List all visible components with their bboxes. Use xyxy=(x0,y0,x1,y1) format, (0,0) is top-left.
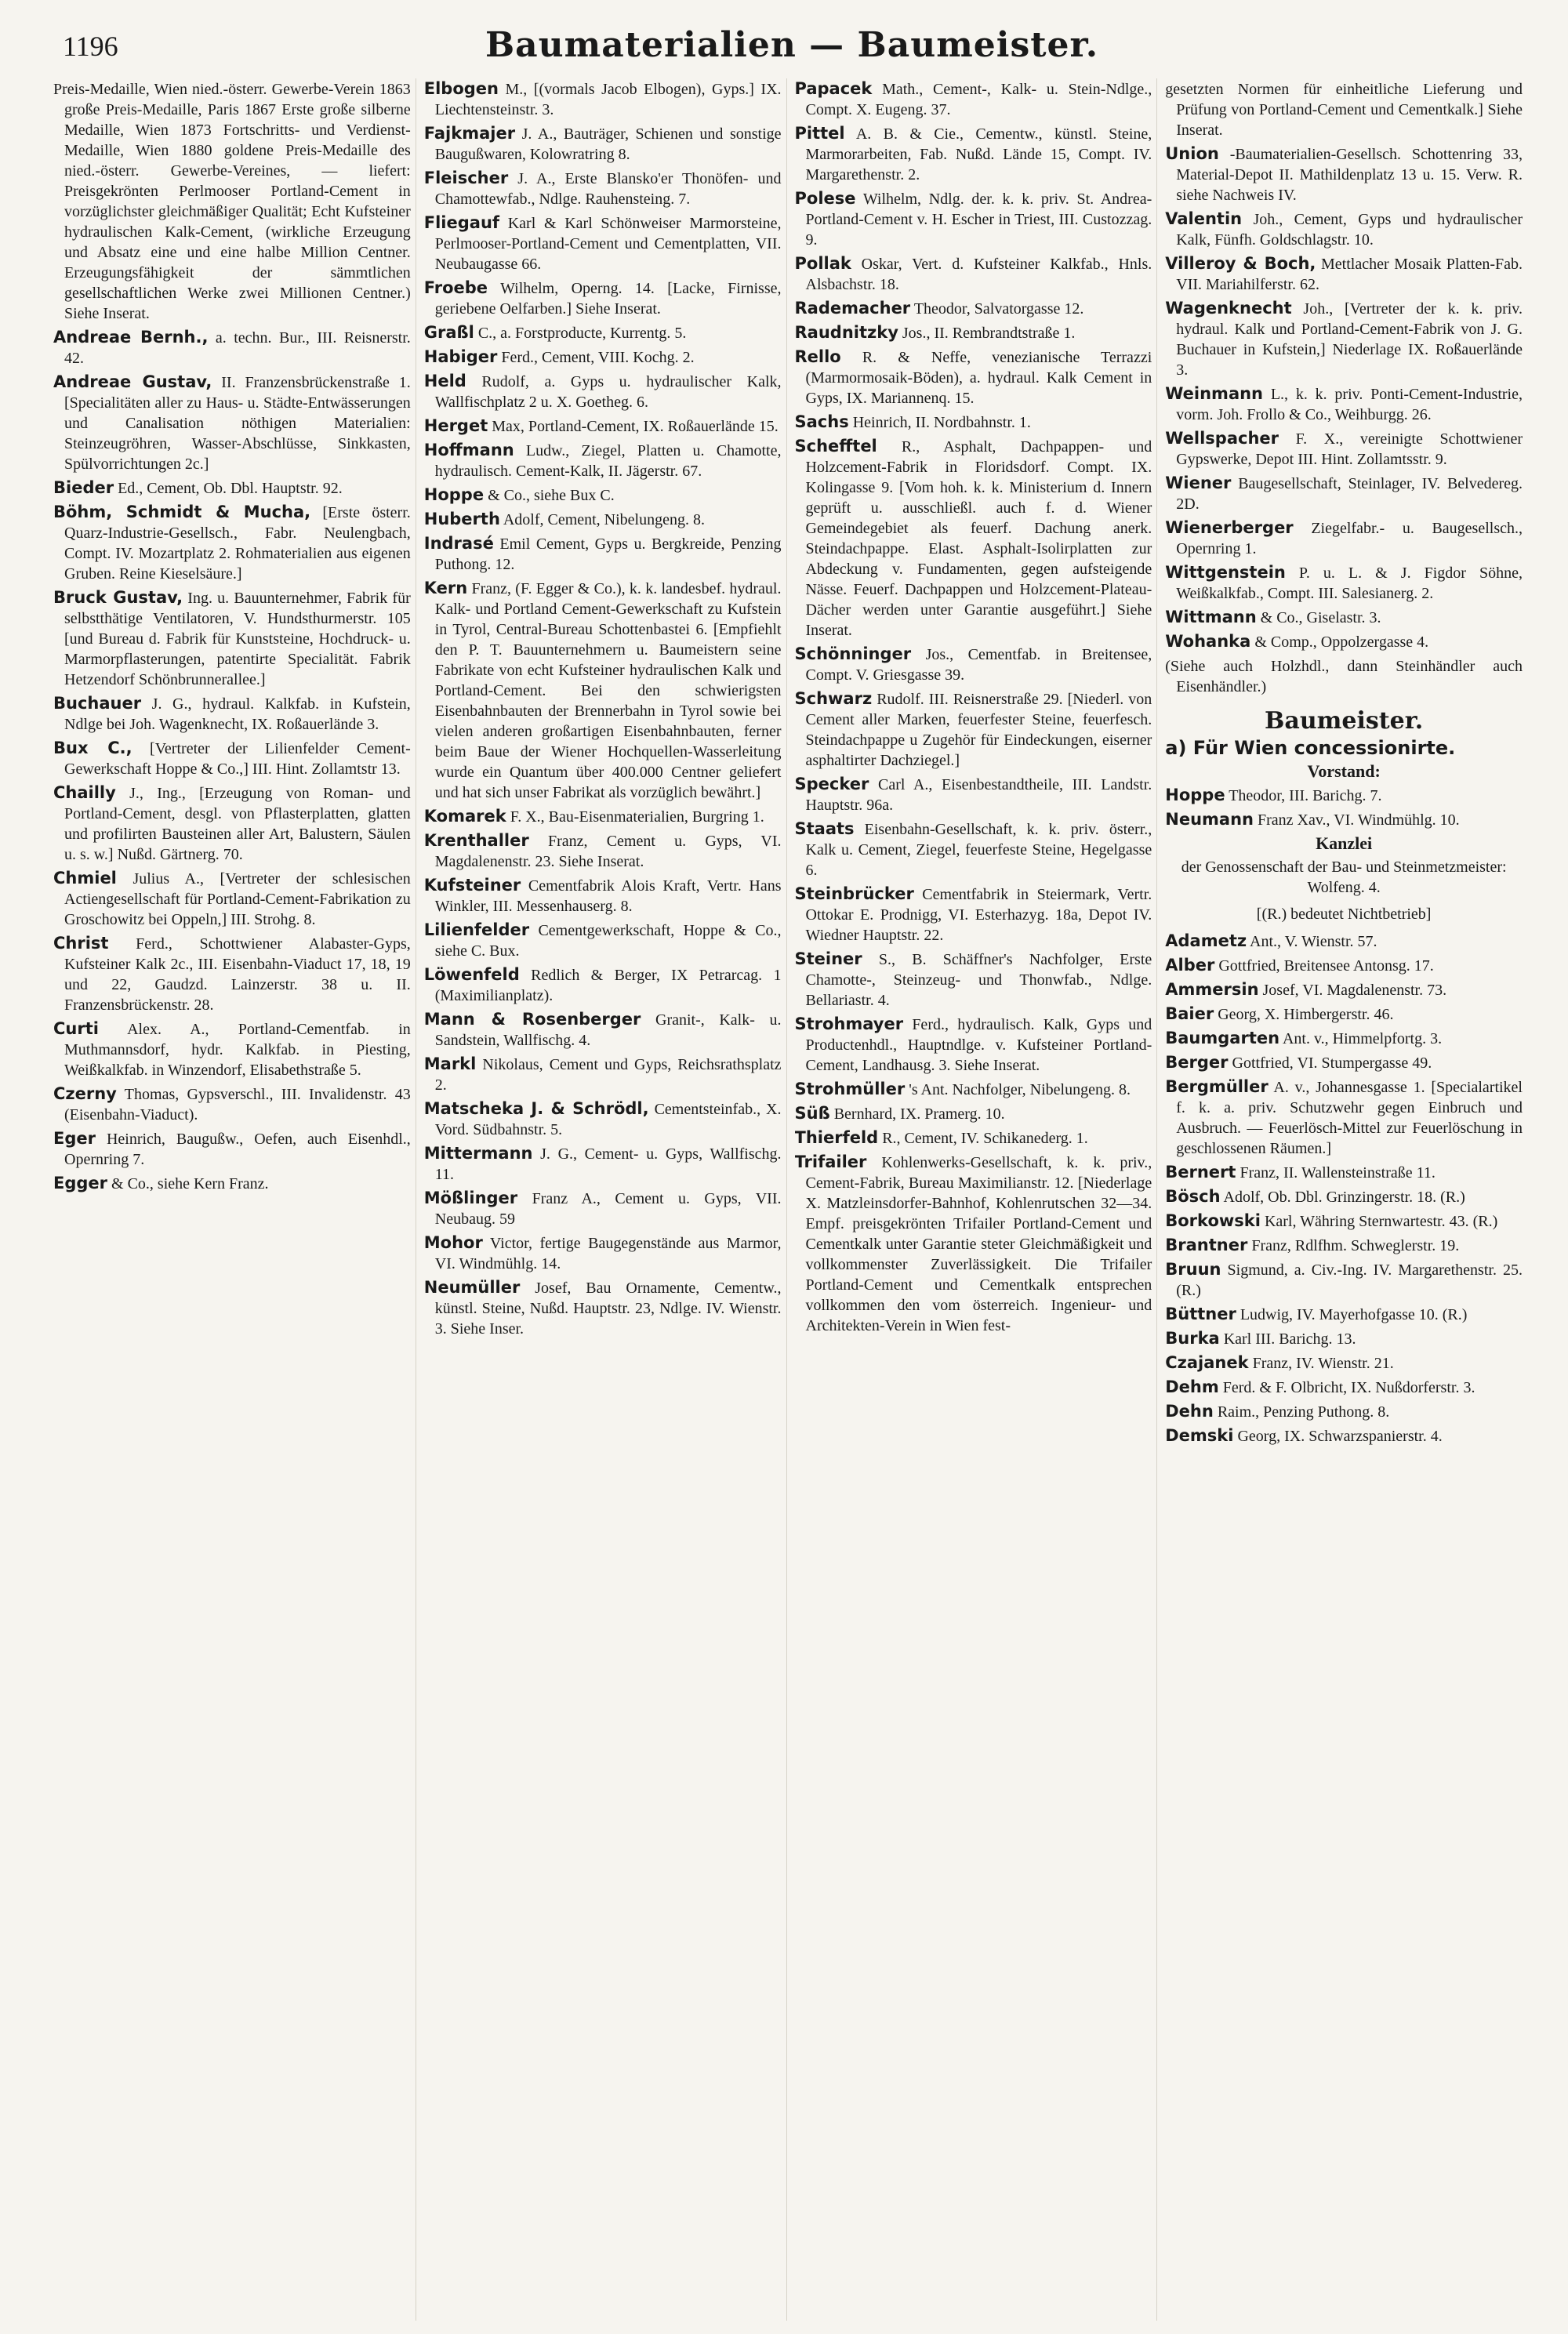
entry-name: Fliegauf xyxy=(423,213,500,232)
entry-name: Wagenknecht xyxy=(1165,299,1292,318)
entry-text: Jos., II. Rembrandtstraße 1. xyxy=(902,325,1076,342)
entry-text: Franz, IV. Wienstr. 21. xyxy=(1252,1355,1394,1372)
entry-name: Andreae Bernh., xyxy=(53,328,209,347)
entry-name: Borkowski xyxy=(1165,1211,1261,1230)
entry-text: Bernhard, IX. Pramerg. 10. xyxy=(833,1105,1005,1123)
directory-entry xyxy=(1165,1004,1523,1025)
entry-text: Ant. v., Himmelpfortg. 3. xyxy=(1282,1030,1443,1047)
entry-text: R., Cement, IV. Schikanederg. 1. xyxy=(882,1130,1088,1147)
directory-entry xyxy=(795,188,1152,250)
directory-entry xyxy=(424,1188,782,1229)
entry-name: Froebe xyxy=(423,278,488,297)
directory-entry xyxy=(424,806,782,827)
entry-text: Wilhelm, Ndlg. der. k. k. priv. St. Andrea-Portland-Cement v. H. Escher in Triest, III. Custozzag. 9. xyxy=(805,191,1152,249)
entry-name: Komarek xyxy=(423,807,506,826)
directory-entry xyxy=(424,920,782,961)
entry-text: Nikolaus, Cement und Gyps, Reichsrathsplatz 2. xyxy=(434,1056,782,1094)
entry-name: Held xyxy=(423,372,466,390)
directory-entry xyxy=(424,168,782,209)
entry-name: Thierfeld xyxy=(794,1128,879,1147)
entry-text: -Baumaterialien-Gesellsch. Schottenring 33, Material-Depot II. Mathildenplatz 13 u. 15. Verw. R. siehe Nachweis IV. xyxy=(1176,146,1523,204)
kanzlei-note: [(R.) bedeutet Nichtbetrieb] xyxy=(1256,906,1432,923)
entry-name: Rademacher xyxy=(794,299,911,318)
entry-name: Wiener xyxy=(1165,474,1232,492)
entry-name: Ammersin xyxy=(1165,980,1259,999)
directory-entry xyxy=(424,1232,782,1274)
entry-name: Egger xyxy=(53,1174,108,1192)
directory-entry xyxy=(53,78,411,324)
entry-text: & Co., Giselastr. 3. xyxy=(1260,609,1381,626)
entry-name: Villeroy & Boch, xyxy=(1165,254,1316,273)
directory-entry xyxy=(53,502,411,584)
directory-entry xyxy=(53,1018,411,1080)
entry-name: Strohmayer xyxy=(794,1015,904,1033)
directory-entry xyxy=(424,1277,782,1339)
directory-entry xyxy=(1165,383,1523,425)
directory-entry xyxy=(795,1079,1152,1100)
directory-entry xyxy=(424,371,782,412)
entry-text: Gottfried, VI. Stumpergasse 49. xyxy=(1232,1054,1432,1072)
entry-name: Czerny xyxy=(53,1084,117,1103)
entry-name: Pittel xyxy=(794,124,845,143)
column-1 xyxy=(53,78,416,2321)
entry-name: Mohor xyxy=(423,1233,483,1252)
page-header xyxy=(63,22,1521,72)
directory-entry xyxy=(1165,1328,1523,1349)
entry-text: Theodor, Salvatorgasse 12. xyxy=(913,300,1084,318)
entry-text: Karl, Währing Sternwartestr. 43. (R.) xyxy=(1264,1213,1498,1230)
entry-name: Brantner xyxy=(1165,1236,1248,1254)
column-2 xyxy=(424,78,787,2321)
directory-entry xyxy=(1165,785,1523,806)
directory-entry xyxy=(424,1098,782,1140)
entry-name: Fleischer xyxy=(423,169,509,187)
directory-entry xyxy=(424,485,782,506)
entry-name: Elbogen xyxy=(423,79,499,98)
directory-entry xyxy=(53,693,411,735)
entry-text: Franz, Cement u. Gyps, VI. Magdalenenstr. 23. Siehe Inserat. xyxy=(434,833,782,870)
entry-name: Sachs xyxy=(794,412,849,431)
entry-text: R. & Neffe, venezianische Terrazzi (Marmormosaik-Böden), a. hydraul. Kalk Cement in Gyps, IX. Mariannenq. 15. xyxy=(805,349,1152,407)
directory-entry xyxy=(1165,1076,1523,1159)
entry-name: Rello xyxy=(794,347,841,366)
entry-text: & Co., siehe Bux C. xyxy=(488,487,615,504)
entry-text: Franz, (F. Egger & Co.), k. k. landesbef. hydraul. Kalk- und Portland Cement-Gewerkschaft zu Kufstein in Tyrol, Central-Bureau Schottenbastei 6. [Empfiehlt den P. T. Bauunternehmern u. Baumeistern seine Fabrikate von echt Kufsteiner hydraulischen Kalk und Portland-Cement. Bei den schwierigsten Eisenbahnbauten der Brennerbahn in Tyrol sowie bei vielen anderen großartigen Eisenbahnbauten, ferner beim Baue der Wiener Hochquellen-Wasserleitung wurde ein Quantum über 400.000 Centner geliefert und hat sich unser Fabrikat als vorzüglich bewährt.] xyxy=(434,580,782,801)
directory-entry xyxy=(1165,1425,1523,1446)
entry-text: Gottfried, Breitensee Antonsg. 17. xyxy=(1218,957,1434,975)
entry-text: Ferd., Schottwiener Alabaster-Gyps, Kufsteiner Kalk 2c., III. Eisenbahn-Viaduct 17, 18, 19 und 22, Gaudzd. Lainzerstr. 38 u. II. Franzensbrückenstr. 28. xyxy=(64,935,411,1014)
entry-text: Georg, IX. Schwarzspanierstr. 4. xyxy=(1237,1428,1443,1445)
entry-text: (Siehe auch Holzhdl., dann Steinhändler auch Eisenhändler.) xyxy=(1165,658,1523,695)
entry-name: Markl xyxy=(423,1054,477,1073)
directory-entry xyxy=(1165,473,1523,514)
directory-entry xyxy=(795,949,1152,1011)
entry-name: Steiner xyxy=(794,949,862,968)
directory-entry xyxy=(795,1103,1152,1124)
directory-entry xyxy=(1165,931,1523,952)
entry-name: Specker xyxy=(794,775,869,793)
entry-text: Alex. A., Portland-Cementfab. in Muthmannsdorf, hydr. Kalkfab. in Piesting, Weißkalkfab. in Winzendorf, Elisabethstraße 5. xyxy=(64,1021,411,1079)
entry-text: Cementgewerkschaft, Hoppe & Co., siehe C. Bux. xyxy=(434,922,782,960)
directory-entry xyxy=(1165,1235,1523,1256)
entry-name: Bruun xyxy=(1165,1260,1221,1279)
entry-name: Valentin xyxy=(1165,209,1243,228)
entry-text: [Vertreter der Lilienfelder Cement-Gewerkschaft Hoppe & Co.,] III. Hint. Zollamtstr 13. xyxy=(64,740,411,778)
directory-entry xyxy=(424,1054,782,1095)
entry-text: gesetzten Normen für einheitliche Lieferung und Prüfung von Portland-Cement und Cementkalk.] Siehe Inserat. xyxy=(1165,81,1523,139)
directory-entry xyxy=(795,436,1152,641)
entry-name: Kern xyxy=(423,579,468,597)
entry-name: Mann & Rosenberger xyxy=(423,1010,641,1029)
directory-entry xyxy=(1165,809,1523,830)
entry-name: Hoppe xyxy=(1165,786,1225,804)
entry-name: Mittermann xyxy=(423,1144,533,1163)
entry-text: Cementsteinfab., X. Vord. Südbahnstr. 5. xyxy=(434,1101,782,1138)
entry-text: Rudolf. III. Reisnerstraße 29. [Niederl. von Cement aller Marken, feuerfester Steine, feuerfesch. Steindachpappe u Zugehör für Eindeckungen, eiserner asphaltirter Dachziegel.] xyxy=(805,691,1152,769)
directory-entry xyxy=(1165,979,1523,1000)
directory-entry xyxy=(795,298,1152,319)
entry-text: Granit-, Kalk- u. Sandstein, Wallfischg. 4. xyxy=(434,1011,782,1049)
entry-text: Ludw., Ziegel, Platten u. Chamotte, hydraulisch. Cement-Kalk, II. Jägerstr. 67. xyxy=(434,442,782,480)
entry-text: Franz A., Cement u. Gyps, VII. Neubaug. 59 xyxy=(434,1190,782,1228)
entry-name: Hoffmann xyxy=(423,441,514,459)
entry-text: P. u. L. & J. Figdor Söhne, Weißkalkfab., Compt. III. Salesianerg. 2. xyxy=(1176,564,1523,602)
entry-text: Joh., [Vertreter der k. k. priv. hydraul. Kalk und Portland-Cement-Fabrik von J. G. Buchauer in Kufstein,] Niederlage IX. Roßauerlände 3. xyxy=(1176,300,1523,379)
entry-text: J. G., Cement- u. Gyps, Wallfischg. 11. xyxy=(434,1145,782,1183)
entry-name: Herget xyxy=(423,416,488,435)
entry-name: Wohanka xyxy=(1165,632,1251,651)
entry-name: Böhm, Schmidt & Mucha, xyxy=(53,503,311,521)
directory-entry xyxy=(795,253,1152,295)
directory-entry xyxy=(795,1014,1152,1076)
entry-name: Burka xyxy=(1165,1329,1220,1348)
entry-text: & Co., siehe Kern Franz. xyxy=(111,1175,269,1192)
page-number: 1196 xyxy=(63,31,118,62)
entry-name: Neumüller xyxy=(423,1278,521,1297)
entry-text: Julius A., [Vertreter der schlesischen Actiengesellschaft für Portland-Cement-Fabrikation zu Groschowitz bei Oppeln,] III. Strohg. 8. xyxy=(64,870,411,928)
entry-name: Huberth xyxy=(423,510,500,528)
entry-text: Math., Cement-, Kalk- u. Stein-Ndlge., Compt. X. Eugeng. 37. xyxy=(805,81,1152,118)
entry-text: Adolf, Ob. Dbl. Grinzingerstr. 18. (R.) xyxy=(1223,1189,1465,1206)
directory-entry xyxy=(1165,298,1523,380)
directory-entry xyxy=(1165,1211,1523,1232)
entry-name: Polese xyxy=(794,189,856,208)
entry-text: Franz, II. Wallensteinstraße 11. xyxy=(1240,1164,1436,1182)
column-3 xyxy=(795,78,1158,2321)
entry-name: Schefftel xyxy=(794,437,877,456)
entry-name: Habiger xyxy=(423,347,498,366)
directory-entry xyxy=(1165,517,1523,559)
entry-text: II. Franzensbrückenstraße 1. [Specialitäten aller zu Haus- u. Städte-Entwässerungen und Canalisation nöthigen Materialien: Steinzeugröhren, Wasser-Abschlüsse, Sinkkasten, Spülvorrichtungen 2c.] xyxy=(64,374,411,473)
directory-entry xyxy=(795,78,1152,120)
entry-text: Heinrich, Baugußw., Oefen, auch Eisenhdl., Opernring 7. xyxy=(64,1131,411,1168)
entry-name: Lilienfelder xyxy=(423,920,530,939)
entry-name: Indrasé xyxy=(423,534,494,553)
entry-text: J. A., Erste Blansko'er Thonöfen- und Chamottewfab., Ndlge. Rauhensteing. 7. xyxy=(434,170,782,208)
entry-name: Berger xyxy=(1165,1053,1229,1072)
entry-name: Raudnitzky xyxy=(794,323,898,342)
directory-entry xyxy=(53,1084,411,1125)
entry-text: Theodor, III. Barichg. 7. xyxy=(1229,787,1382,804)
entry-text: Georg, X. Himbergerstr. 46. xyxy=(1218,1006,1394,1023)
entry-text: Karl III. Barichg. 13. xyxy=(1223,1330,1356,1348)
entry-name: Staats xyxy=(794,819,855,838)
directory-entry xyxy=(53,477,411,499)
directory-entry xyxy=(795,774,1152,815)
directory-entry xyxy=(795,884,1152,946)
directory-entry xyxy=(795,412,1152,433)
entry-name: Chmiel xyxy=(53,869,117,888)
entry-name: Steinbrücker xyxy=(794,884,914,903)
entry-text: & Comp., Oppolzergasse 4. xyxy=(1254,633,1429,651)
entry-name: Demski xyxy=(1165,1426,1234,1445)
entry-text: L., k. k. priv. Ponti-Cement-Industrie, vorm. Joh. Frollo & Co., Weihburgg. 26. xyxy=(1176,386,1523,423)
directory-entry xyxy=(424,78,782,120)
entry-name: Schönninger xyxy=(794,644,912,663)
entry-text: Eisenbahn-Gesellschaft, k. k. priv. österr., Kalk u. Cement, Ziegel, feuerfeste Steine, Hegelgasse 6. xyxy=(805,821,1152,879)
entry-name: Weinmann xyxy=(1165,384,1264,403)
entry-text: R., Asphalt, Dachpappen- und Holzcement-Fabrik in Floridsdorf. Compt. IX. Kolingasse 9. [Vom hoh. k. k. Ministerium d. Innern geprüft u. ausschließl. auch f. d. Wiener Gemeindegebiet als feuerf. Dachung anerk. Steindachpappe. Elast. Asphalt-Isolirplatten zur Abdeckung v. Fundamenten, gegen aufsteigende Nässe. Feuerf. Dachpappen und Holzcement-Plateau-Dächer werden unter Garantie ausgeführt.] Siehe Inserat. xyxy=(805,438,1152,639)
directory-entry xyxy=(795,644,1152,685)
entry-name: Bergmüller xyxy=(1165,1077,1269,1096)
entry-text: F. X., vereinigte Schottwiener Gypswerke, Depot III. Hint. Zollamtsstr. 9. xyxy=(1176,430,1523,468)
entry-name: Union xyxy=(1165,144,1219,163)
entry-text: Josef, Bau Ornamente, Cementw., künstl. Steine, Nußd. Hauptstr. 23, Ndlge. IV. Wienstr. 3. Siehe Inser. xyxy=(434,1280,782,1338)
entry-text: Kohlenwerks-Gesellschaft, k. k. priv., Cement-Fabrik, Bureau Maximilianstr. 12. [Niederlage X. Matzleinsdorfer-Bahnhof, Kohlenrutschen 32—34. Empf. preisgekrönten Trifailer Portland-Cement und Cementkalk unter Garantie steter Gleichmäßigkeit und vollkommenster Zuverlässigkeit. Die Trifailer Portland-Cement und Cementkalk entsprechen vollkommen den vom österreich. Ingenieur- und Architekten-Verein in Wien fest- xyxy=(805,1154,1152,1334)
entry-text: Oskar, Vert. d. Kufsteiner Kalkfab., Hnls. Alsbachstr. 18. xyxy=(805,256,1152,293)
entry-name: Trifailer xyxy=(794,1152,867,1171)
entry-text: Ludwig, IV. Mayerhofgasse 10. (R.) xyxy=(1240,1306,1468,1323)
entry-text: F. X., Bau-Eisenmaterialien, Burgring 1. xyxy=(510,808,764,826)
entry-name: Baumgarten xyxy=(1165,1029,1280,1047)
directory-entry xyxy=(1165,1304,1523,1325)
entry-text: Heinrich, II. Nordbahnstr. 1. xyxy=(852,414,1031,431)
directory-entry xyxy=(1165,78,1523,140)
entry-name: Hoppe xyxy=(423,485,485,504)
entry-name: Andreae Gustav, xyxy=(53,372,212,391)
kanzlei-label: Kanzlei xyxy=(1316,833,1373,853)
columns xyxy=(53,78,1527,2321)
directory-entry xyxy=(795,1152,1152,1336)
entry-text: Jos., Cementfab. in Breitensee, Compt. V. Griesgasse 39. xyxy=(805,646,1152,684)
directory-entry xyxy=(1165,1259,1523,1301)
entry-text: Josef, VI. Magdalenenstr. 73. xyxy=(1262,982,1447,999)
directory-entry xyxy=(1165,1028,1523,1049)
entry-name: Büttner xyxy=(1165,1305,1236,1323)
directory-entry xyxy=(1165,1052,1523,1073)
entry-name: Curti xyxy=(53,1019,99,1038)
directory-entry xyxy=(1165,1352,1523,1374)
entry-text: Karl & Karl Schönweiser Marmorsteine, Perlmooser-Portland-Cement und Cementplatten, VII. Neubaugasse 66. xyxy=(434,215,782,273)
entry-name: Schwarz xyxy=(794,689,873,708)
entry-text: Max, Portland-Cement, IX. Roßauerlände 15. xyxy=(492,418,779,435)
entry-name: Strohmüller xyxy=(794,1080,906,1098)
entry-text: Baugesellschaft, Steinlager, IV. Belvedereg. 2D. xyxy=(1176,475,1523,513)
entry-text: A. B. & Cie., Cementw., künstl. Steine, Marmorarbeiten, Fab. Nußd. Lände 15, Compt. IV. Margarethenstr. 2. xyxy=(805,125,1152,183)
vorstand-label: Vorstand: xyxy=(1307,761,1381,781)
entry-text: Franz Xav., VI. Windmühlg. 10. xyxy=(1257,811,1460,829)
entry-name: Löwenfeld xyxy=(423,965,520,984)
entry-text: Cementfabrik in Steiermark, Vertr. Ottokar E. Prodnigg, VI. Esterhazyg. 18a, Depot IV. Wiedner Hauptstr. 22. xyxy=(805,886,1152,944)
entry-text: Mettlacher Mosaik Platten-Fab. VII. Mariahilferstr. 62. xyxy=(1176,256,1523,293)
directory-entry xyxy=(1165,1377,1523,1398)
entry-name: Bösch xyxy=(1165,1187,1221,1206)
directory-entry xyxy=(1165,955,1523,976)
directory-entry xyxy=(1165,209,1523,250)
section-heading: Baumeister. xyxy=(1265,707,1424,735)
entry-name: Krenthaller xyxy=(423,831,529,850)
directory-entry xyxy=(1165,562,1523,604)
entry-name: Eger xyxy=(53,1129,96,1148)
entry-name: Süß xyxy=(794,1104,830,1123)
directory-entry xyxy=(424,509,782,530)
directory-entry xyxy=(53,587,411,690)
directory-entry xyxy=(1165,607,1523,628)
entry-text: Cementfabrik Alois Kraft, Vertr. Hans Winkler, III. Messenhauserg. 8. xyxy=(434,877,782,915)
directory-entry xyxy=(424,578,782,803)
entry-name: Dehn xyxy=(1165,1402,1214,1421)
entry-name: Czajanek xyxy=(1165,1353,1249,1372)
directory-entry xyxy=(1165,631,1523,652)
entry-name: Wittgenstein xyxy=(1165,563,1286,582)
entry-text: J., Ing., [Erzeugung von Roman- und Portland-Cement, desgl. von Pflasterplatten, glatten und profilirten Bausteinen aller Art, Balustern, Säulen u. s. w.] Nußd. Gärtnerg. 70. xyxy=(64,785,411,863)
page-title: Baumaterialien — Baumeister. xyxy=(485,25,1099,65)
entry-text: Preis-Medaille, Wien nied.-österr. Gewerbe-Verein 1863 große Preis-Medaille, Paris 1867 Erste große silberne Medaille, Wien 1873 Fortschritts- und Verdienst-Medaille, Wien 1880 goldene Preis-Medaille des nied.-österr. Gewerbe-Vereines, — liefert: Preisgekrönten Perlmooser Portland-Cement in vorzüglichster gleichmäßiger Qualität; Echt Kufsteiner hydraulischen Kalk-Cement, (wirkliche Erzeugung und Absatz eine und eine halbe Million Centner. Erzeugungsfähigkeit der sämmtlichen gesellschaftlichen Werke zwei Millionen Centner.) Siehe Inserat. xyxy=(53,81,411,322)
entry-text: [Erste österr. Quarz-Industrie-Gesellsch., Fabr. Neulengbach, Compt. IV. Mozartplatz 2. Rohmaterialien aus eigenen Gruben. Reine Kieselsäure.] xyxy=(64,504,411,583)
entry-text: Ferd., Cement, VIII. Kochg. 2. xyxy=(501,349,695,366)
entry-text: S., B. Schäffner's Nachfolger, Erste Chamotte-, Steinzeug- und Thonwfab., Ndlge. Bellariastr. 4. xyxy=(805,951,1152,1009)
entry-name: Bux C., xyxy=(53,739,132,757)
directory-entry xyxy=(795,688,1152,771)
entry-text: 's Ant. Nachfolger, Nibelungeng. 8. xyxy=(909,1081,1131,1098)
directory-entry xyxy=(424,1143,782,1185)
directory-entry xyxy=(795,123,1152,185)
entry-name: Christ xyxy=(53,934,109,953)
directory-entry xyxy=(53,1173,411,1194)
directory-entry xyxy=(53,327,411,368)
entry-name: Buchauer xyxy=(53,694,142,713)
entry-text: Ferd. & F. Olbricht, IX. Nußdorferstr. 3. xyxy=(1222,1379,1475,1396)
entry-text: C., a. Forstproducte, Kurrentg. 5. xyxy=(477,325,687,342)
directory-entry xyxy=(424,416,782,437)
directory-entry xyxy=(424,212,782,274)
entry-text: Raim., Penzing Puthong. 8. xyxy=(1217,1403,1390,1421)
entry-name: Adametz xyxy=(1165,931,1247,950)
directory-entry xyxy=(424,278,782,319)
entry-name: Fajkmajer xyxy=(423,124,516,143)
entry-text: Rudolf, a. Gyps u. hydraulischer Kalk, Wallfischplatz 2 u. X. Goetheg. 6. xyxy=(434,373,782,411)
column-4 xyxy=(1165,78,1527,2321)
entry-text: M., [(vormals Jacob Elbogen), Gyps.] IX. Liechtensteinstr. 3. xyxy=(434,81,782,118)
entry-text: Carl A., Eisenbestandtheile, III. Landstr. Hauptstr. 96a. xyxy=(805,776,1152,814)
entry-name: Dehm xyxy=(1165,1378,1219,1396)
directory-entry xyxy=(795,347,1152,408)
section-subheading: a) Für Wien concessionirte. xyxy=(1165,737,1456,759)
entry-name: Bruck Gustav, xyxy=(53,588,183,607)
entry-name: Graßl xyxy=(423,323,474,342)
directory-entry xyxy=(424,875,782,917)
entry-text: Ant., V. Wienstr. 57. xyxy=(1250,933,1377,950)
entry-text: Wilhelm, Operng. 14. [Lacke, Firnisse, geriebene Oelfarben.] Siehe Inserat. xyxy=(434,280,782,318)
directory-entry xyxy=(424,322,782,343)
directory-entry xyxy=(1165,428,1523,470)
entry-name: Mößlinger xyxy=(423,1189,518,1207)
entry-text: Ferd., hydraulisch. Kalk, Gyps und Productenhdl., Hauptndlge. v. Kufsteiner Portland-Cement, Landhausg. 3. Siehe Inserat. xyxy=(805,1016,1152,1074)
entry-name: Wienerberger xyxy=(1165,518,1294,537)
entry-name: Baier xyxy=(1165,1004,1214,1023)
directory-entry xyxy=(424,964,782,1006)
entry-text: J. G., hydraul. Kalkfab. in Kufstein, Ndlge bei Joh. Wagenknecht, IX. Roßauerlände 3. xyxy=(64,695,411,733)
directory-entry xyxy=(424,533,782,575)
directory-entry xyxy=(53,868,411,930)
directory-entry xyxy=(1165,1162,1523,1183)
directory-entry xyxy=(424,830,782,872)
entry-text: J. A., Bauträger, Schienen und sonstige Baugußwaren, Kolowratring 8. xyxy=(434,125,782,163)
entry-text: Ed., Cement, Ob. Dbl. Hauptstr. 92. xyxy=(118,480,343,497)
directory-entry xyxy=(53,372,411,474)
entry-name: Papacek xyxy=(794,79,873,98)
directory-entry xyxy=(1165,143,1523,205)
directory-entry xyxy=(424,440,782,481)
directory-entry xyxy=(795,819,1152,880)
entry-text: Adolf, Cement, Nibelungeng. 8. xyxy=(503,511,705,528)
directory-entry xyxy=(795,1127,1152,1149)
directory-entry xyxy=(795,322,1152,343)
directory-entry xyxy=(53,782,411,865)
kanzlei-text: der Genossenschaft der Bau- und Steinmetzmeister: Wolfeng. 4. xyxy=(1181,858,1507,896)
entry-text: Sigmund, a. Civ.-Ing. IV. Margarethenstr. 25. (R.) xyxy=(1176,1261,1523,1299)
directory-entry xyxy=(424,1009,782,1051)
entry-text: Redlich & Berger, IX Petrarcag. 1 (Maximilianplatz). xyxy=(434,967,782,1004)
entry-name: Bernert xyxy=(1165,1163,1236,1182)
entry-text: Victor, fertige Baugegenstände aus Marmor, VI. Windmühlg. 14. xyxy=(434,1235,782,1272)
entry-name: Matscheka J. & Schrödl, xyxy=(423,1099,649,1118)
directory-entry xyxy=(1165,655,1523,697)
entry-text: A. v., Johannesgasse 1. [Specialartikel f. k. a. priv. Schutzwehr gegen Einbruch und Ausbruch. — Feuerlösch-Mittel zur Feuerlöschung in geschlossenen Räumen.] xyxy=(1176,1079,1523,1157)
directory-entry xyxy=(53,738,411,779)
entry-text: a. techn. Bur., III. Reisnerstr. 42. xyxy=(64,329,411,367)
directory-entry xyxy=(53,933,411,1015)
directory-entry xyxy=(1165,1186,1523,1207)
entry-name: Bieder xyxy=(53,478,114,497)
entry-text: Ing. u. Bauunternehmer, Fabrik für selbstthätige Ventilatoren, V. Hundsthurmerstr. 105 [und Bureau d. Fabrik für Kunststeine, Hochdruck- u. Marmorpflasterungen, patentirte Specialität. Fabrik Hetzendorf Schönbrunnerallee.] xyxy=(64,590,411,688)
directory-entry xyxy=(1165,253,1523,295)
entry-name: Chailly xyxy=(53,783,116,802)
entry-name: Neumann xyxy=(1165,810,1254,829)
entry-name: Alber xyxy=(1165,956,1215,975)
entry-name: Kufsteiner xyxy=(423,876,521,895)
directory-entry xyxy=(424,123,782,165)
entry-text: Joh., Cement, Gyps und hydraulischer Kalk, Fünfh. Goldschlagstr. 10. xyxy=(1176,211,1523,249)
directory-entry xyxy=(1165,1401,1523,1422)
entry-name: Pollak xyxy=(794,254,851,273)
entry-text: Ziegelfabr.- u. Baugesellsch., Opernring 1. xyxy=(1176,520,1523,557)
entry-name: Wellspacher xyxy=(1165,429,1279,448)
directory-entry xyxy=(424,347,782,368)
entry-text: Franz, Rdlfhm. Schweglerstr. 19. xyxy=(1251,1237,1460,1254)
entry-name: Wittmann xyxy=(1165,608,1257,626)
entry-text: Emil Cement, Gyps u. Bergkreide, Penzing Puthong. 12. xyxy=(434,535,782,573)
directory-entry xyxy=(53,1128,411,1170)
entry-text: Thomas, Gypsverschl., III. Invalidenstr. 43 (Eisenbahn-Viaduct). xyxy=(64,1086,411,1123)
